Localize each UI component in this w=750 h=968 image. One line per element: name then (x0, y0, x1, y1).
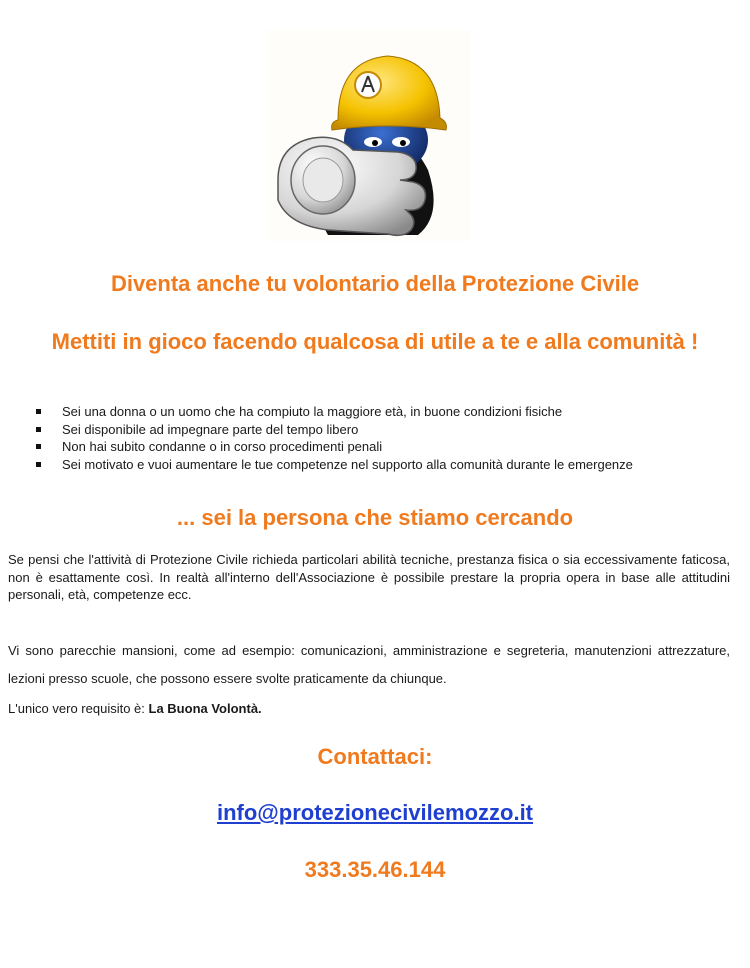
volunteer-mascot-image (268, 30, 471, 241)
volunteer-mascot-hardhat-icon (268, 30, 471, 241)
bullet-icon (36, 409, 41, 414)
list-item: Sei motivato e vuoi aumentare le tue competenze nel supporto alla comunità durante le emergenze (36, 456, 736, 474)
list-item: Non hai subito condanne o in corso procedimenti penali (36, 438, 736, 456)
intro-paragraph: Se pensi che l'attività di Protezione Civile richieda particolari abilità tecniche, prestanza fisica o sia eccessivamente faticosa, non è esattamente così. In realtà all'interno dell'Associazione è possibile prestare la propria opera in base alle attitudini personali, età, competenze ecc. (8, 552, 730, 602)
requirement-paragraph: L'unico vero requisito è: La Buona Volontà. (8, 701, 262, 716)
page-subtitle: Mettiti in gioco facendo qualcosa di utile a te e alla comunità ! (51, 329, 699, 354)
bullet-icon (36, 444, 41, 449)
contact-title: Contattaci: (317, 744, 433, 769)
roles-paragraph: Vi sono parecchie mansioni, come ad esempio: comunicazioni, amministrazione e segreteria, manutenzioni attrezzature, lezioni presso scuole, che possono essere svolte praticamente da chiunque. (8, 643, 730, 686)
requirement-value: La Buona Volontà. (148, 701, 262, 716)
tagline: ... sei la persona che stiamo cercando (176, 505, 574, 530)
bullet-icon (36, 462, 41, 467)
bullet-icon (36, 427, 41, 432)
requirements-list (36, 403, 736, 473)
phone-number: 333.35.46.144 (304, 857, 446, 882)
list-item: Sei una donna o un uomo che ha compiuto la maggiore età, in buone condizioni fisiche (36, 403, 736, 421)
email-link[interactable]: info@protezionecivilemozzo.it (216, 800, 534, 825)
email-line (0, 800, 750, 826)
page-title: Diventa anche tu volontario della Protezione Civile (110, 271, 640, 296)
list-item: Sei disponibile ad impegnare parte del tempo libero (36, 421, 736, 439)
